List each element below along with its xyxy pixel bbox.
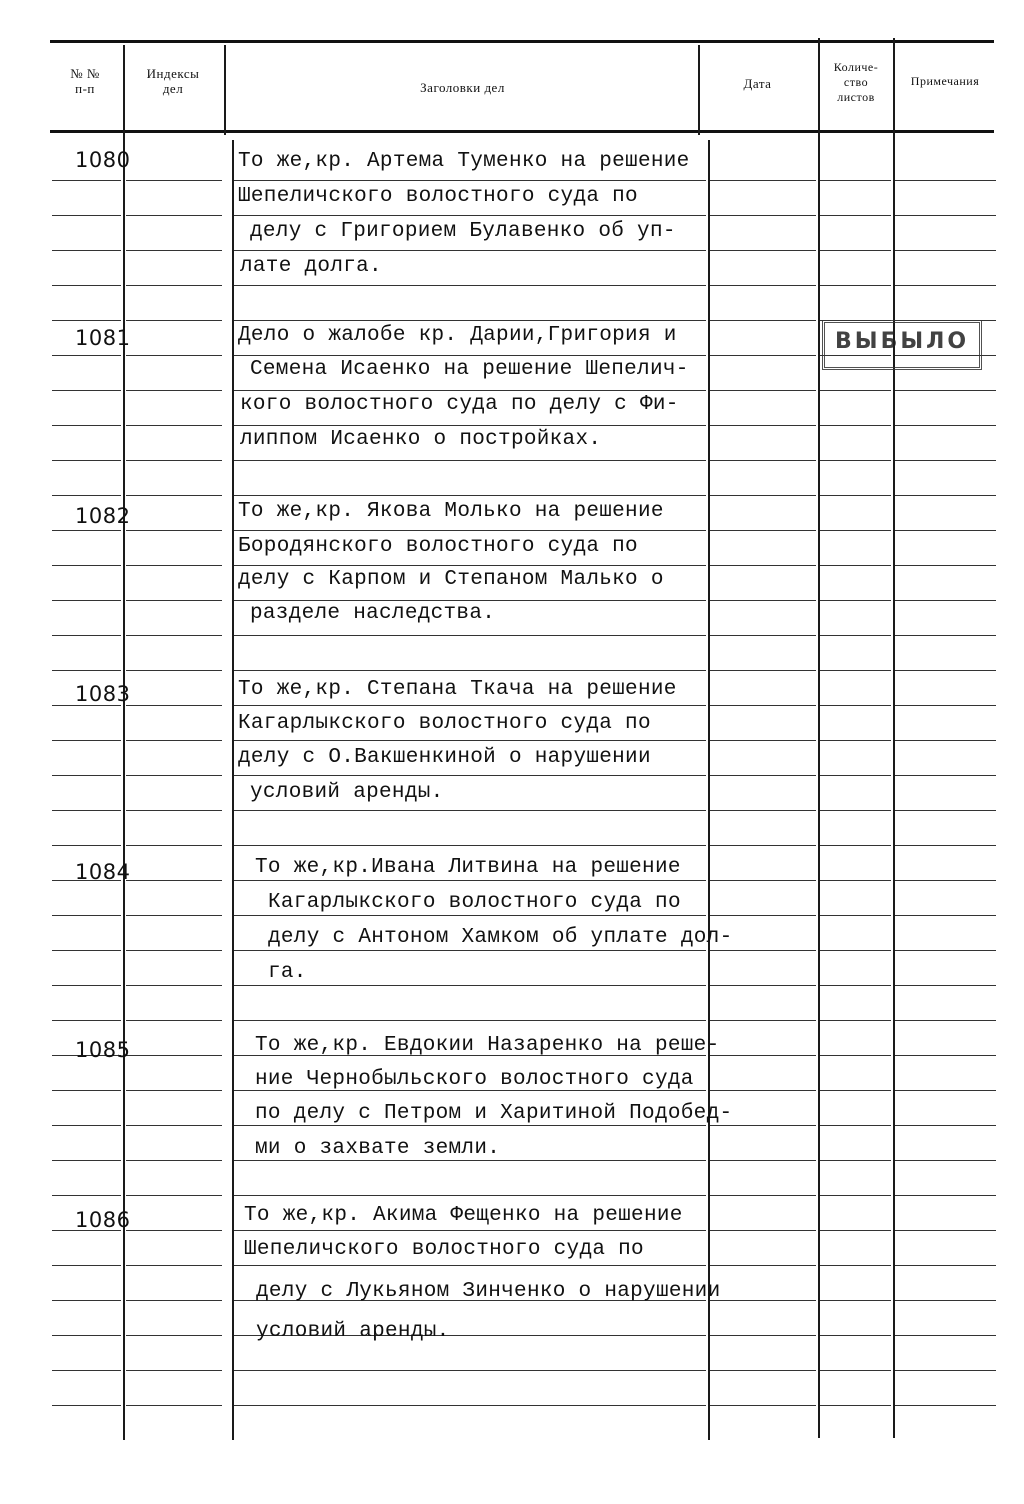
ruled-line (126, 740, 222, 741)
entry-title-line: То же,кр. Степана Ткача на решение (238, 678, 677, 701)
ruled-line (895, 180, 996, 181)
ruled-line (895, 845, 996, 846)
ruled-line (710, 1405, 816, 1406)
ruled-line (895, 1195, 996, 1196)
ruled-line (126, 320, 222, 321)
ruled-line (710, 250, 816, 251)
header-bottom-rule (50, 130, 994, 133)
ruled-line (820, 1405, 891, 1406)
header-top-rule (50, 40, 994, 43)
ruled-line (234, 670, 706, 671)
ruled-line (234, 705, 706, 706)
ruled-line (234, 495, 706, 496)
ruled-line (895, 950, 996, 951)
entry-number: 1082 (75, 504, 131, 528)
ruled-line (52, 1020, 121, 1021)
ruled-line (126, 845, 222, 846)
ruled-line (895, 390, 996, 391)
ruled-line (895, 565, 996, 566)
ruled-line (710, 530, 816, 531)
ruled-line (895, 670, 996, 671)
ruled-line (126, 635, 222, 636)
ruled-line (895, 1300, 996, 1301)
ruled-line (710, 705, 816, 706)
ruled-line (52, 1265, 121, 1266)
entry-number: 1081 (75, 326, 131, 350)
ruled-line (820, 180, 891, 181)
ruled-line (52, 950, 121, 951)
column-divider-4 (818, 38, 820, 1438)
ruled-line (52, 355, 121, 356)
entry-number: 1083 (75, 682, 131, 706)
ruled-line (126, 355, 222, 356)
entry-title-line: Бородянского волостного суда по (238, 535, 638, 558)
ruled-line (126, 1090, 222, 1091)
ruled-line (820, 1020, 891, 1021)
column-divider-2 (224, 45, 226, 135)
ruled-line (710, 285, 816, 286)
ruled-line (234, 1370, 706, 1371)
ruled-line (126, 1300, 222, 1301)
ruled-line (710, 215, 816, 216)
entry-title-line: Кагарлыкского волостного суда по (268, 891, 681, 914)
ruled-line (126, 810, 222, 811)
ruled-line (52, 565, 121, 566)
ruled-line (820, 705, 891, 706)
ruled-line (820, 1160, 891, 1161)
entry-title-line: кого волостного суда по делу с Фи- (240, 393, 679, 416)
ruled-line (895, 1055, 996, 1056)
ruled-line (820, 1300, 891, 1301)
ruled-line (895, 1020, 996, 1021)
ruled-line (710, 390, 816, 391)
ruled-line (234, 635, 706, 636)
ruled-line (52, 740, 121, 741)
ruled-line (710, 915, 816, 916)
ruled-line (895, 1265, 996, 1266)
ruled-line (234, 845, 706, 846)
ruled-line (234, 985, 706, 986)
ruled-line (52, 985, 121, 986)
ruled-line (52, 600, 121, 601)
ruled-line (820, 1055, 891, 1056)
ruled-line (126, 460, 222, 461)
ruled-line (126, 950, 222, 951)
entry-title-line: Семена Исаенко на решение Шепелич- (250, 358, 689, 381)
ruled-line (820, 950, 891, 951)
ruled-line (710, 425, 816, 426)
ruled-line (126, 670, 222, 671)
ruled-line (52, 425, 121, 426)
ruled-line (126, 1370, 222, 1371)
ruled-line (52, 1335, 121, 1336)
ruled-line (710, 495, 816, 496)
ruled-line (820, 285, 891, 286)
ruled-line (234, 390, 706, 391)
ruled-line (710, 565, 816, 566)
ruled-line (52, 320, 121, 321)
ruled-line (52, 495, 121, 496)
ruled-line (710, 180, 816, 181)
entry-title-line: То же,кр. Якова Молько на решение (238, 500, 664, 523)
ruled-line (52, 1300, 121, 1301)
entry-title-line: условий аренды. (250, 781, 444, 804)
ruled-line (52, 810, 121, 811)
ruled-line (710, 950, 816, 951)
ruled-line (52, 775, 121, 776)
ruled-line (895, 1335, 996, 1336)
ruled-line (820, 425, 891, 426)
ruled-line (234, 285, 706, 286)
ruled-line (234, 1160, 706, 1161)
ruled-line (234, 425, 706, 426)
ruled-line (820, 495, 891, 496)
ruled-line (126, 425, 222, 426)
ruled-line (234, 355, 706, 356)
ruled-line (126, 180, 222, 181)
ruled-line (52, 285, 121, 286)
entry-title-line: липпом Исаенко о постройках. (240, 428, 602, 451)
ruled-line (895, 1090, 996, 1091)
ruled-line (234, 180, 706, 181)
entry-number: 1084 (75, 860, 131, 884)
entry-title-line: То же,кр. Евдокии Назаренко на реше- (255, 1034, 720, 1057)
ruled-line (234, 320, 706, 321)
ruled-line (126, 1405, 222, 1406)
ruled-line (52, 670, 121, 671)
ruled-line (820, 1230, 891, 1231)
entry-title-line: То же,кр.Ивана Литвина на решение (255, 856, 681, 879)
ruled-line (710, 1090, 816, 1091)
ruled-line (126, 390, 222, 391)
ruled-line (234, 1265, 706, 1266)
ruled-line (895, 495, 996, 496)
entry-title-line: делу с Антоном Хамком об уплате дол- (268, 926, 733, 949)
ruled-line (895, 880, 996, 881)
ruled-line (234, 1195, 706, 1196)
ruled-line (52, 845, 121, 846)
ruled-line (820, 915, 891, 916)
entry-number: 1085 (75, 1038, 131, 1062)
ruled-line (52, 530, 121, 531)
ruled-line (126, 530, 222, 531)
entry-title-line: лате долга. (240, 255, 382, 278)
ruled-line (126, 215, 222, 216)
entry-title-line: Шепеличского волостного суда по (244, 1238, 644, 1261)
ruled-line (234, 950, 706, 951)
ruled-line (126, 985, 222, 986)
ruled-line (820, 1335, 891, 1336)
ruled-line (820, 845, 891, 846)
ruled-line (895, 740, 996, 741)
ruled-line (234, 250, 706, 251)
ruled-line (234, 460, 706, 461)
header-date: Дата (743, 76, 772, 91)
header-sheets: Количе- ство листов (833, 60, 879, 104)
ruled-line (126, 565, 222, 566)
ruled-line (820, 740, 891, 741)
entry-title-line: делу с Карпом и Степаном Малько о (238, 568, 664, 591)
entry-number: 1086 (75, 1208, 131, 1232)
ruled-line (820, 880, 891, 881)
entry-title-line: по делу с Петром и Харитиной Подобед- (255, 1102, 733, 1125)
ruled-line (710, 1125, 816, 1126)
ruled-line (820, 530, 891, 531)
ruled-line (710, 1055, 816, 1056)
ruled-line (52, 215, 121, 216)
header-title: Заголовки дел (420, 80, 505, 95)
ruled-line (895, 425, 996, 426)
ruled-line (820, 250, 891, 251)
ruled-line (820, 565, 891, 566)
ruled-line (895, 250, 996, 251)
entry-title-line: ми о захвате земли. (255, 1137, 501, 1160)
ruled-line (820, 600, 891, 601)
ruled-line (710, 1020, 816, 1021)
ruled-line (126, 1335, 222, 1336)
ruled-line (820, 460, 891, 461)
ruled-line (895, 705, 996, 706)
ruled-line (895, 635, 996, 636)
entry-title-line: условий аренды. (256, 1320, 450, 1343)
ruled-line (126, 600, 222, 601)
ruled-line (820, 1195, 891, 1196)
ruled-line (820, 985, 891, 986)
ruled-line (895, 775, 996, 776)
ruled-line (820, 810, 891, 811)
ruled-line (710, 1195, 816, 1196)
ruled-line (234, 1405, 706, 1406)
ruled-line (820, 390, 891, 391)
header-num: № № п-п (70, 66, 100, 96)
ruled-line (52, 635, 121, 636)
entry-title-line: То же,кр. Артема Туменко на решение (238, 150, 690, 173)
ruled-line (234, 775, 706, 776)
ruled-line (895, 915, 996, 916)
column-divider-3 (698, 45, 700, 135)
ruled-line (710, 775, 816, 776)
ruled-line (895, 285, 996, 286)
column-divider-3b (708, 140, 710, 1440)
ruled-line (895, 600, 996, 601)
ruled-line (52, 250, 121, 251)
ruled-line (710, 1265, 816, 1266)
ruled-line (710, 845, 816, 846)
ruled-line (126, 775, 222, 776)
ruled-line (895, 985, 996, 986)
ruled-line (52, 1090, 121, 1091)
ruled-line (234, 215, 706, 216)
ruled-line (820, 215, 891, 216)
ruled-line (895, 1160, 996, 1161)
ruled-line (710, 1230, 816, 1231)
ruled-line (126, 1230, 222, 1231)
ruled-line (710, 355, 816, 356)
ruled-line (52, 180, 121, 181)
ruled-line (234, 1230, 706, 1231)
ruled-line (895, 530, 996, 531)
entry-title-line: разделе наследства. (250, 602, 496, 625)
column-divider-2b (232, 140, 234, 1440)
ruled-line (126, 1195, 222, 1196)
ruled-line (710, 460, 816, 461)
ruled-line (820, 1125, 891, 1126)
entry-title-line: То же,кр. Акима Фещенко на решение (244, 1204, 683, 1227)
ruled-line (52, 390, 121, 391)
ruled-line (710, 810, 816, 811)
ruled-line (895, 1370, 996, 1371)
header-notes: Примечания (910, 74, 980, 88)
ruled-line (126, 705, 222, 706)
entry-title-line: делу с Лукьяном Зинченко о нарушении (256, 1280, 721, 1303)
ruled-line (234, 1020, 706, 1021)
withdrawn-stamp: ВЫБЫЛО (822, 320, 982, 370)
ruled-line (710, 1335, 816, 1336)
ruled-line (126, 495, 222, 496)
ruled-line (234, 740, 706, 741)
ruled-line (710, 320, 816, 321)
ruled-line (710, 1300, 816, 1301)
entry-title-line: га. (268, 961, 307, 984)
ruled-line (126, 880, 222, 881)
ruled-line (126, 285, 222, 286)
ruled-line (126, 250, 222, 251)
ruled-line (820, 1265, 891, 1266)
ruled-line (710, 740, 816, 741)
entry-number: 1080 (75, 148, 131, 172)
ruled-line (52, 915, 121, 916)
ruled-line (895, 215, 996, 216)
ruled-line (52, 460, 121, 461)
ruled-line (52, 1160, 121, 1161)
ruled-line (234, 1125, 706, 1126)
ruled-line (820, 1370, 891, 1371)
ruled-line (710, 1160, 816, 1161)
ruled-line (126, 1265, 222, 1266)
ruled-line (710, 635, 816, 636)
column-divider-5 (893, 38, 895, 1438)
ruled-line (820, 775, 891, 776)
ruled-line (234, 880, 706, 881)
ruled-line (820, 1090, 891, 1091)
ruled-line (820, 670, 891, 671)
ruled-line (126, 1020, 222, 1021)
ruled-line (234, 810, 706, 811)
ruled-line (52, 1125, 121, 1126)
ruled-line (895, 1230, 996, 1231)
header-index: Индексы дел (146, 66, 200, 96)
entry-title-line: делу с О.Вакшенкиной о нарушении (238, 746, 651, 769)
ruled-line (126, 1055, 222, 1056)
ruled-line (234, 565, 706, 566)
ruled-line (234, 600, 706, 601)
entry-title-line: Дело о жалобе кр. Дарии,Григория и (238, 324, 677, 347)
ruled-line (126, 915, 222, 916)
ruled-line (234, 530, 706, 531)
ruled-line (710, 985, 816, 986)
ruled-line (52, 1370, 121, 1371)
ruled-line (234, 915, 706, 916)
entry-title-line: Кагарлыкского волостного суда по (238, 712, 651, 735)
ruled-line (820, 635, 891, 636)
ruled-line (710, 880, 816, 881)
entry-title-line: делу с Григорием Булавенко об уп- (250, 220, 676, 243)
ruled-line (895, 810, 996, 811)
ruled-line (895, 460, 996, 461)
ruled-line (895, 1405, 996, 1406)
ruled-line (710, 1370, 816, 1371)
entry-title-line: Шепеличского волостного суда по (238, 185, 638, 208)
ruled-line (52, 1405, 121, 1406)
ruled-line (895, 1125, 996, 1126)
ruled-line (52, 1195, 121, 1196)
ruled-line (710, 670, 816, 671)
ruled-line (126, 1125, 222, 1126)
ruled-line (710, 600, 816, 601)
entry-title-line: ние Чернобыльского волостного суда (255, 1068, 694, 1091)
ruled-line (126, 1160, 222, 1161)
